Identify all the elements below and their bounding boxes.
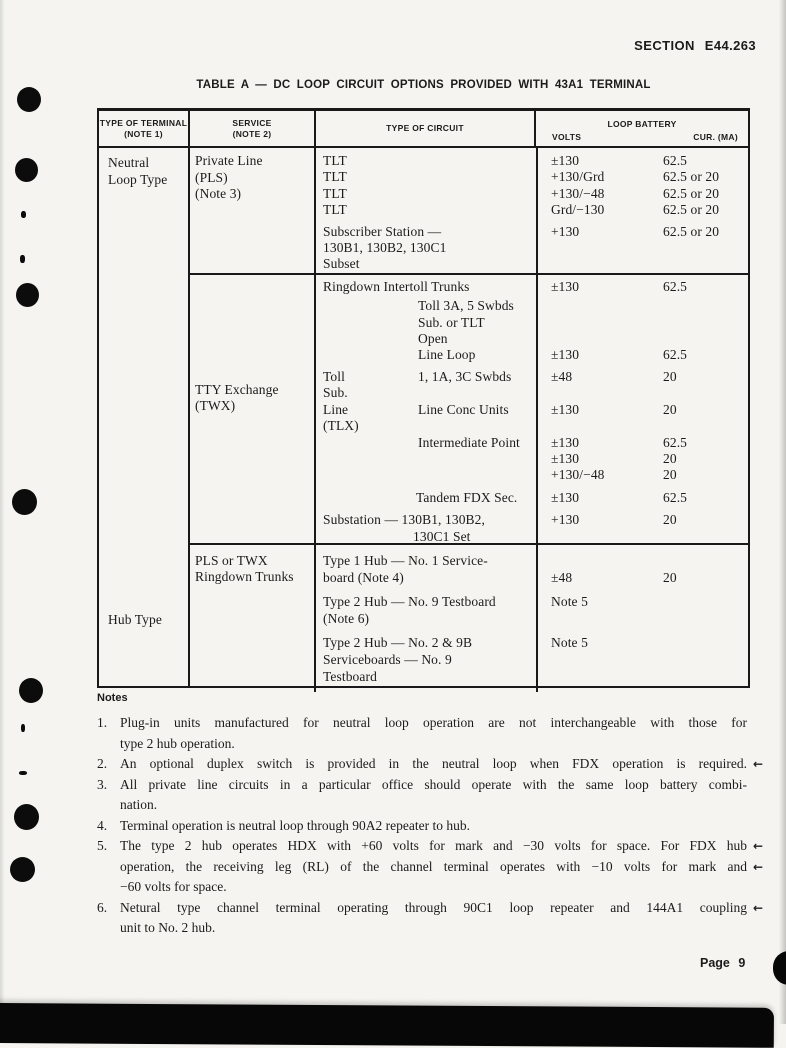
scan-artifact-blob	[773, 951, 786, 985]
dc-loop-options-table	[97, 108, 750, 688]
header-type-of-terminal: TYPE OF TERMINAL (NOTE 1)	[99, 111, 190, 146]
header-type-of-circuit: TYPE OF CIRCUIT	[316, 111, 536, 146]
punch-hole-mark	[15, 158, 38, 182]
change-arrow-icon: ←	[752, 859, 763, 874]
punch-hole-mark	[10, 857, 35, 882]
section-label: SECTION E44.263	[634, 38, 756, 53]
table-title: TABLE A — DC LOOP CIRCUIT OPTIONS PROVIDED WITH 43A1 TERMINAL	[196, 79, 651, 91]
table-row: Sub. or TLT	[418, 314, 485, 330]
note-2: 2. An optional duplex switch is provided in the neutral loop when FDX operation is required. ←	[97, 754, 747, 775]
header-loop-battery: LOOP BATTERY VOLTS CUR. (MA)	[552, 118, 738, 142]
punch-hole-mark	[19, 678, 43, 703]
punch-hole-mark	[14, 804, 39, 830]
column-divider	[536, 275, 538, 543]
table-row: 130C1 Set	[413, 528, 471, 544]
section-private-line	[190, 148, 748, 275]
service-pls-or-twx: PLS or TWX Ringdown Trunks	[190, 545, 316, 692]
scan-edge-right	[779, 0, 786, 1024]
table-row: Subscriber Station — 130B1, 130B2, 130C1 Subset +130 62.5 or 20	[323, 223, 720, 272]
section-hub-type	[190, 545, 748, 692]
table-row: TLT Grd/−130 62.5 or 20	[323, 202, 720, 218]
table-row: Line Loop ±130 62.5	[418, 347, 688, 363]
table-row: Open	[418, 331, 448, 347]
column-divider	[536, 148, 538, 273]
table-row: TLT +130/Grd 62.5 or 20	[323, 169, 720, 185]
punch-hole-mark	[17, 87, 41, 112]
table-row: Line Line Conc Units ±130 20	[323, 401, 677, 417]
hub-type-label: Hub Type	[108, 612, 162, 627]
table-row: +130/−48 20	[551, 467, 677, 483]
table-header-row	[99, 111, 748, 148]
table-body	[99, 148, 748, 687]
column-divider	[536, 545, 538, 692]
registration-tick	[21, 724, 25, 732]
table-row: Type 2 Hub — No. 9 Testboard (Note 6) Note 5	[323, 593, 588, 626]
table-row: TLT +130/−48 62.5 or 20	[323, 185, 720, 201]
service-private-line: Private Line (PLS) (Note 3)	[190, 148, 316, 273]
note-4: 4. Terminal operation is neutral loop through 90A2 repeater to hub.	[97, 817, 470, 833]
table-row: Tandem FDX Sec. ±130 62.5	[416, 489, 688, 505]
punch-hole-mark	[16, 283, 39, 307]
header-volts: VOLTS	[552, 131, 582, 142]
registration-tick	[19, 771, 27, 775]
table-row: ±130 20	[551, 450, 677, 466]
table-row: Type 2 Hub — No. 2 & 9B Serviceboards — No. 9 Testboard Note 5	[323, 634, 588, 684]
note-6: 6. Netural type channel terminal operating through 90C1 loop repeater and 144A1 coupling ← unit to No. 2 hub.	[97, 899, 763, 935]
note-3: 3. All private line circuits in a particular office should operate with the same loop battery combi- nation.	[97, 776, 747, 812]
note-5: 5. The type 2 hub operates HDX with +60 volts for mark and −30 volts for space. For FDX hub ← operation, the receiving leg (RL) of the channel terminal operates with −10 volts for mark and ← −60 volts for space.	[97, 838, 763, 894]
section-tty-exchange	[190, 275, 748, 545]
table-row: (TLX)	[323, 418, 359, 434]
table-row: Toll 3A, 5 Swbds	[418, 298, 514, 314]
table-row: Substation — 130B1, 130B2, +130 20	[323, 512, 677, 528]
change-arrow-icon: ←	[752, 839, 763, 853]
header-cur-ma: CUR. (MA)	[693, 131, 738, 142]
table-row: Ringdown Intertoll Trunks ±130 62.5	[323, 278, 688, 294]
table-row: Toll 1, 1A, 3C Swbds ±48 20	[323, 368, 677, 384]
punch-hole-mark	[12, 489, 37, 515]
registration-tick	[21, 211, 26, 218]
registration-tick	[20, 255, 25, 263]
table-row: TLT ±130 62.5	[323, 153, 688, 168]
service-tty-exchange: TTY Exchange (TWX)	[190, 275, 316, 543]
table-row: Sub.	[323, 385, 348, 401]
terminal-type-column: Neutral Loop Type Hub Type	[99, 148, 190, 687]
note-1: 1. Plug-in units manufactured for neutral loop operation are not interchangeable with those for type 2 hub operation.	[97, 715, 747, 751]
table-row: Intermediate Point ±130 62.5	[418, 434, 688, 450]
table-row: Type 1 Hub — No. 1 Service- board (Note 4) ±48 20	[323, 552, 677, 585]
change-arrow-icon: ←	[752, 900, 763, 915]
notes-heading: Notes	[97, 692, 128, 704]
header-service: SERVICE (NOTE 2)	[190, 111, 316, 146]
scan-edge-left	[0, 0, 5, 1024]
scan-bottom-band	[0, 1003, 774, 1048]
notes-section	[97, 692, 763, 939]
change-arrow-icon: ←	[752, 757, 763, 771]
page-number: Page 9	[700, 956, 746, 970]
